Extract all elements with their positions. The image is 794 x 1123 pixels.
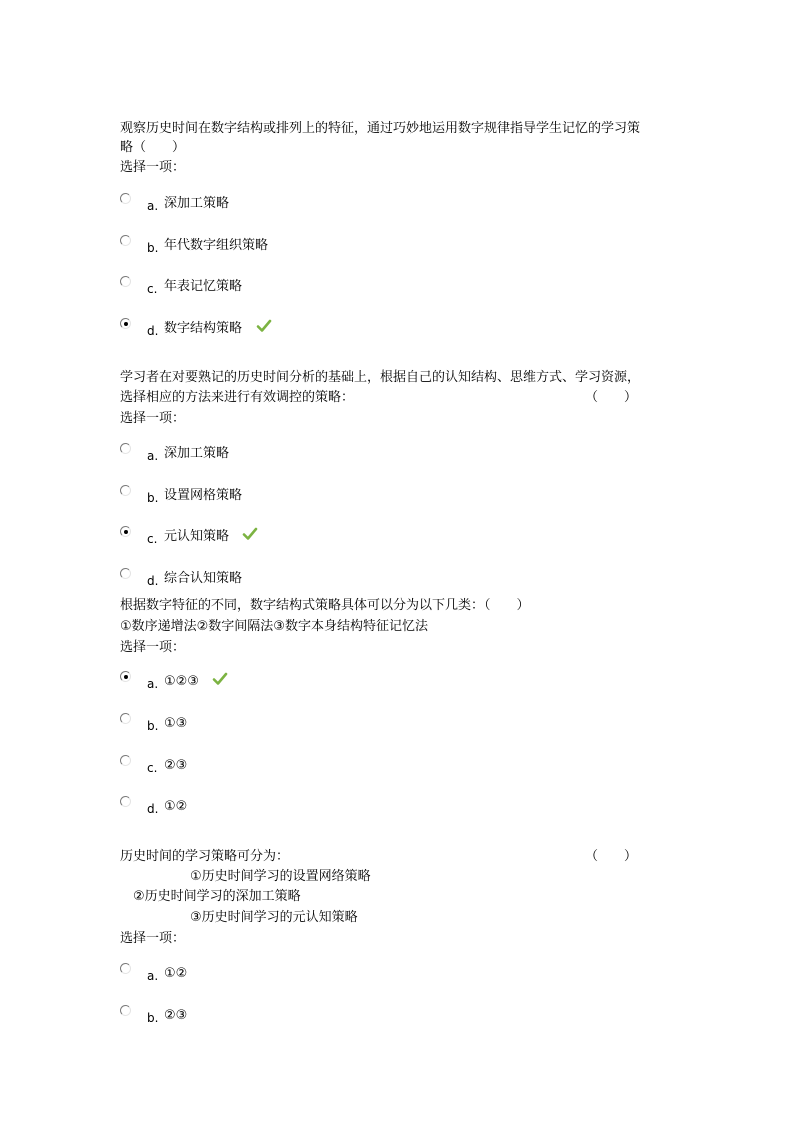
question-stem: 历史时间的学习策略可分为： bbox=[120, 849, 290, 864]
option-text: 年代数字组织策略 bbox=[164, 238, 269, 253]
option-letter: b. bbox=[147, 241, 159, 255]
radio-button[interactable] bbox=[120, 796, 131, 807]
option-letter: b. bbox=[147, 491, 159, 505]
option-a[interactable] bbox=[120, 963, 420, 985]
option-b[interactable] bbox=[120, 713, 420, 735]
option-letter: c. bbox=[147, 282, 158, 296]
option-letter: c. bbox=[147, 761, 158, 775]
option-letter: b. bbox=[147, 719, 159, 733]
radio-button-selected[interactable] bbox=[120, 318, 131, 329]
option-text: 深加工策略 bbox=[164, 196, 230, 211]
radio-button[interactable] bbox=[120, 755, 131, 766]
question-stem: ①历史时间学习的设置网络策略 bbox=[190, 869, 371, 884]
radio-button[interactable] bbox=[120, 193, 131, 204]
option-b[interactable] bbox=[120, 485, 420, 507]
option-letter: b. bbox=[147, 1011, 159, 1025]
question-stem: 选择相应的方法来进行有效调控的策略： bbox=[120, 390, 355, 405]
answer-blank: （ ） bbox=[585, 390, 638, 405]
question-stem: ③历史时间学习的元认知策略 bbox=[190, 910, 358, 925]
radio-button[interactable] bbox=[120, 276, 131, 287]
radio-button[interactable] bbox=[120, 963, 131, 974]
correct-check-icon bbox=[256, 318, 272, 334]
question-stem: 学习者在对要熟记的历史时间分析的基础上，根据自己的认知结构、思维方式、学习资源， bbox=[120, 370, 641, 385]
option-d[interactable] bbox=[120, 796, 420, 818]
option-letter: d. bbox=[147, 574, 159, 588]
option-c[interactable] bbox=[120, 755, 420, 777]
option-text: ①②③ bbox=[164, 674, 199, 689]
option-text: 数字结构策略 bbox=[164, 321, 243, 336]
option-text: 深加工策略 bbox=[164, 446, 230, 461]
option-text: ①② bbox=[164, 966, 188, 981]
radio-button[interactable] bbox=[120, 1005, 131, 1016]
option-letter: d. bbox=[147, 802, 159, 816]
option-d[interactable] bbox=[120, 568, 420, 590]
option-text: ②③ bbox=[164, 1008, 188, 1023]
option-letter: a. bbox=[147, 449, 159, 463]
question-stem: 根据数字特征的不同，数字结构式策略具体可以分为以下几类：（ ） bbox=[120, 598, 530, 613]
choose-one-label: 选择一项： bbox=[120, 931, 186, 946]
option-b[interactable] bbox=[120, 235, 420, 257]
radio-button-selected[interactable] bbox=[120, 671, 131, 682]
option-a[interactable] bbox=[120, 193, 420, 215]
radio-button-selected[interactable] bbox=[120, 526, 131, 537]
option-text: 综合认知策略 bbox=[164, 571, 243, 586]
option-text: 设置网格策略 bbox=[164, 488, 243, 503]
option-text: 元认知策略 bbox=[164, 529, 230, 544]
radio-button[interactable] bbox=[120, 485, 131, 496]
radio-button[interactable] bbox=[120, 713, 131, 724]
radio-button[interactable] bbox=[120, 443, 131, 454]
option-text: ①③ bbox=[164, 716, 188, 731]
option-c[interactable] bbox=[120, 276, 420, 298]
option-c[interactable] bbox=[120, 526, 420, 548]
question-stem: ①数序递增法②数字间隔法③数字本身结构特征记忆法 bbox=[120, 619, 428, 634]
radio-button[interactable] bbox=[120, 568, 131, 579]
question-stem: 观察历史时间在数字结构或排列上的特征，通过巧妙地运用数字规律指导学生记忆的学习策 bbox=[120, 121, 641, 136]
question-stem: 略（ ） bbox=[120, 140, 186, 155]
option-text: 年表记忆策略 bbox=[164, 279, 243, 294]
radio-button[interactable] bbox=[120, 235, 131, 246]
option-letter: a. bbox=[147, 969, 159, 983]
option-text: ①② bbox=[164, 799, 188, 814]
answer-blank: （ ） bbox=[585, 849, 638, 864]
option-letter: a. bbox=[147, 199, 159, 213]
correct-check-icon bbox=[212, 671, 228, 687]
option-letter: d. bbox=[147, 324, 159, 338]
option-a[interactable] bbox=[120, 671, 420, 693]
option-letter: a. bbox=[147, 677, 159, 691]
option-a[interactable] bbox=[120, 443, 420, 465]
option-b[interactable] bbox=[120, 1005, 420, 1027]
choose-one-label: 选择一项： bbox=[120, 411, 186, 426]
choose-one-label: 选择一项： bbox=[120, 640, 186, 655]
correct-check-icon bbox=[242, 526, 258, 542]
option-d[interactable] bbox=[120, 318, 420, 340]
option-letter: c. bbox=[147, 532, 158, 546]
question-stem: ②历史时间学习的深加工策略 bbox=[133, 889, 301, 904]
choose-one-label: 选择一项： bbox=[120, 160, 186, 175]
option-text: ②③ bbox=[164, 758, 188, 773]
